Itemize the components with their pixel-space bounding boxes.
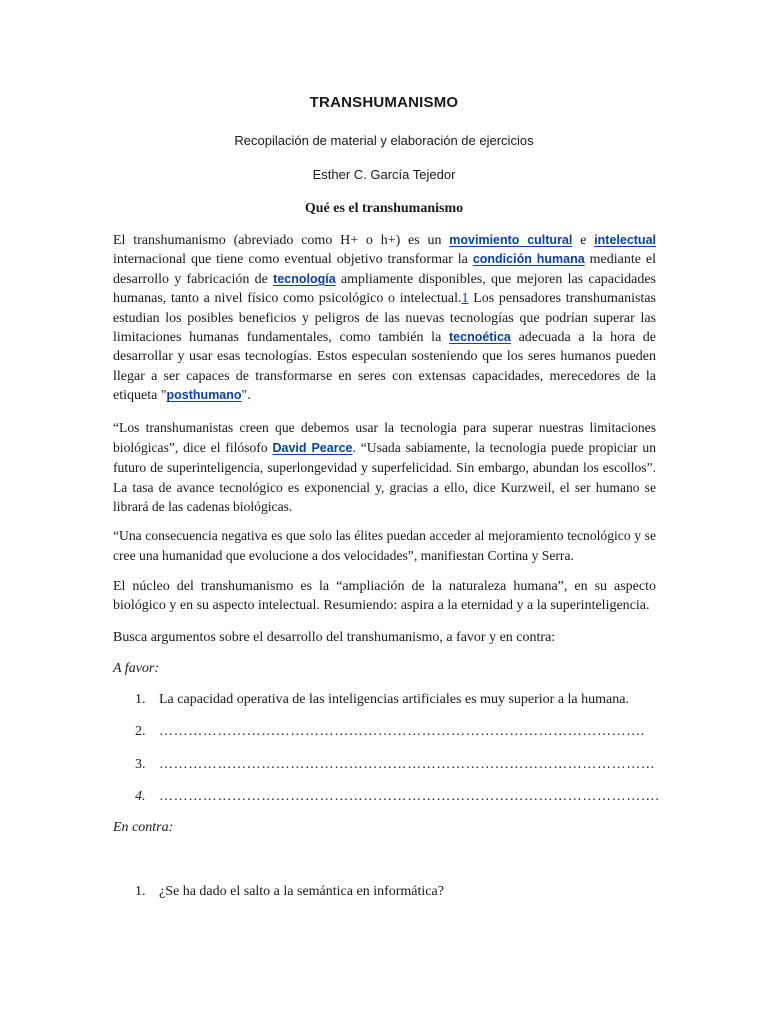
list-number: 2.: [135, 724, 146, 739]
section-heading: Qué es el transhumanismo: [304, 201, 464, 216]
paragraph-text: e: [572, 233, 595, 248]
link-posthumano[interactable]: posthumano: [166, 388, 242, 403]
list-number: 1.: [135, 692, 146, 707]
link-movimiento-cultural[interactable]: movimiento cultural: [449, 233, 573, 247]
paragraph-text: “Los transhumanistas creen que debemos usar la tecnologia para superar nuestras limitaciones biológicas”, dice el filósofo: [113, 420, 656, 455]
paragraph-text: Los pensadores transhumanistas estudian los posibles beneficios y peligros de las nuevas tecnologías que podrían superar las limitaciones humanas fundamentales, como también la: [113, 291, 656, 346]
document-title: TRANSHUMANISMO: [309, 94, 459, 111]
favor-list-item: [135, 692, 629, 708]
contra-label: En contra:: [113, 820, 174, 835]
list-number: 3.: [135, 757, 146, 772]
favor-list-item: [135, 789, 660, 805]
paragraph-text: internacional que tiene como eventual objetivo transformar la: [113, 252, 473, 268]
list-text: La capacidad operativa de las inteligencias artificiales es muy superior a la humana.: [159, 692, 629, 707]
link-david-pearce[interactable]: David Pearce: [272, 440, 353, 455]
list-placeholder-dots: ……………………………………………………………………………………….: [159, 724, 645, 739]
paragraph-text: adecuada a la hora de desarrollar y usar esas tecnologías. Estos especulan sosteniendo que los seres humanos pueden llegar a ser capaces de transformarse en seres con extensas capacidades, merecedores de la etiqueta ": [113, 330, 656, 404]
favor-list-item: [135, 724, 645, 740]
document-author: Esther C. García Tejedor: [312, 167, 456, 182]
list-number: 4.: [135, 789, 146, 804]
list-placeholder-dots: ………………………………………………………………………………………….: [159, 789, 660, 804]
nucleo-paragraph: El núcleo del transhumanismo es la “ampliación de la naturaleza humana”, en su aspecto biológico y en su aspecto intelectual. Resumiendo: aspira a la eternidad y a la superinteligencia.: [113, 579, 656, 614]
link-tecnologia[interactable]: tecnología: [273, 271, 336, 286]
intro-paragraph: [113, 231, 656, 406]
paragraph-text: . “Usada sabiamente, la tecnologia puede propiciar un futuro de superinteligencia, superlongevidad y superfelicidad. Sin embargo, abundan los escollos”. La tasa de avance tecnológico es exponencial y, gracias a ello, dice Kurzweil, el ser humano se librará de las cadenas biológicas.: [113, 439, 657, 515]
document-subtitle: Recopilación de material y elaboración de ejercicios: [234, 133, 534, 148]
link-tecnoetica[interactable]: tecnoética: [449, 330, 511, 345]
footnote-ref-1[interactable]: 1: [461, 291, 469, 307]
list-placeholder-dots: …………………………………………………………………………………………: [159, 757, 656, 772]
paragraph-text: ".: [241, 388, 251, 404]
favor-label: A favor:: [113, 661, 160, 676]
pearce-quote-paragraph: [113, 418, 656, 517]
favor-list-item: [135, 757, 655, 773]
paragraph-text: ampliamente disponibles, que mejoren las capacidades humanas, tanto a nivel físico como psicológico o intelectual.: [113, 271, 657, 307]
paragraph-text: El transhumanismo (abreviado como H+ o h+) es un: [113, 233, 450, 248]
link-condicion-humana[interactable]: condición humana: [472, 252, 585, 267]
link-intelectual[interactable]: intelectual: [594, 233, 656, 247]
list-number: 1.: [135, 884, 146, 899]
contra-list-item: [135, 884, 444, 900]
cortina-serra-paragraph: “Una consecuencia negativa es que solo las élites puedan acceder al mejoramiento tecnológico y se cree una humanidad que evolucione a dos velocidades”, manifiestan Cortina y Serra.: [113, 528, 656, 563]
list-text: ¿Se ha dado el salto a la semántica en informática?: [159, 884, 444, 899]
paragraph-text: mediante el desarrollo y fabricación de: [113, 252, 656, 287]
exercise-instruction: Busca argumentos sobre el desarrollo del transhumanismo, a favor y en contra:: [113, 630, 556, 645]
